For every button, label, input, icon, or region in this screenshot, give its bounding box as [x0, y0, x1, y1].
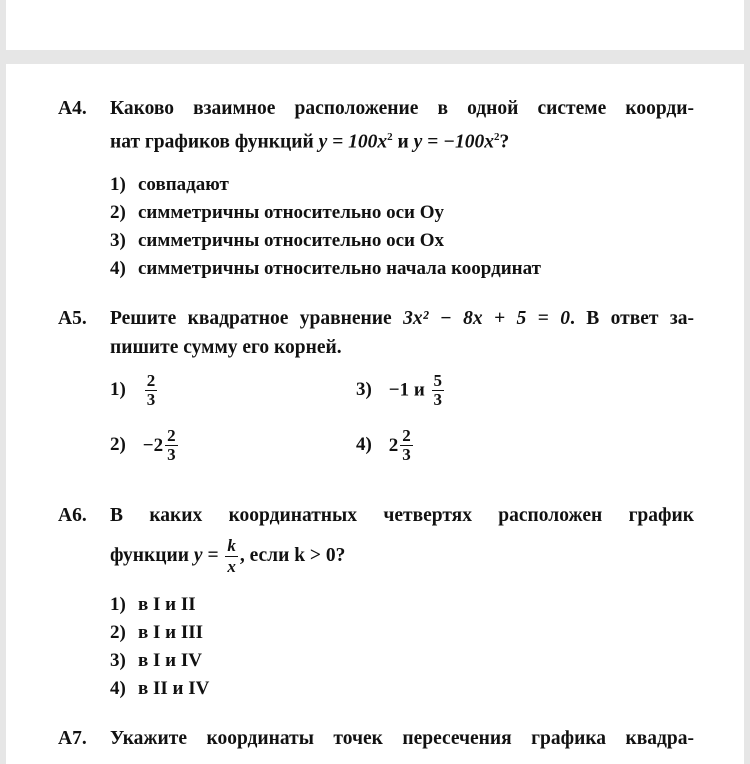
question-number: А5. [58, 308, 87, 329]
page [6, 64, 744, 764]
question-text: Укажите координаты точек пересечения графика квадра- [110, 728, 694, 749]
answer-option[interactable]: 2) симметричны относительно оси Oy [110, 202, 445, 223]
answer-option[interactable]: 1) $\frac{2}{3}$ [110, 371, 156, 409]
answer-option[interactable]: 3) −1 и $\frac{5}{3}$ [356, 371, 443, 409]
answer-option[interactable]: 4) 2 $\frac{2}{3}$ [356, 426, 411, 464]
question-a4 [58, 94, 694, 157]
question-text: Решите квадратное уравнение 3x² − 8x + 5 = 0. В ответ за- пишите сумму его корней. [110, 308, 694, 358]
question-number: А7. [58, 728, 87, 749]
answer-option[interactable]: 3) симметричны относительно оси Ox [110, 230, 445, 251]
question-text: Каково взаимное расположение в одной системе коорди- нат графиков функций $y = 100x^2$ и $y = -100x^2$? [110, 98, 694, 153]
answer-option[interactable]: 2) −2 $\frac{2}{3}$ [110, 426, 176, 464]
question-number: А6. [58, 505, 87, 526]
answer-option[interactable]: 1) в I и II [110, 594, 196, 615]
question-number: А4. [58, 98, 87, 119]
question-a7 [58, 724, 694, 753]
answer-option[interactable]: 2) в I и III [110, 622, 204, 643]
answer-option[interactable]: 3) в I и IV [110, 650, 202, 671]
answer-option[interactable]: 4) в II и IV [110, 678, 210, 699]
answer-option[interactable]: 1) совпадают [110, 174, 229, 195]
question-a5 [58, 304, 694, 362]
answer-option[interactable]: 4) симметричны относительно начала координат [110, 258, 541, 279]
question-text: В каких координатных четвертях расположен график функции y = $\frac{k}{x}$ , если k > 0? [110, 505, 694, 576]
previous-page [6, 0, 744, 50]
question-a6 [58, 501, 694, 577]
